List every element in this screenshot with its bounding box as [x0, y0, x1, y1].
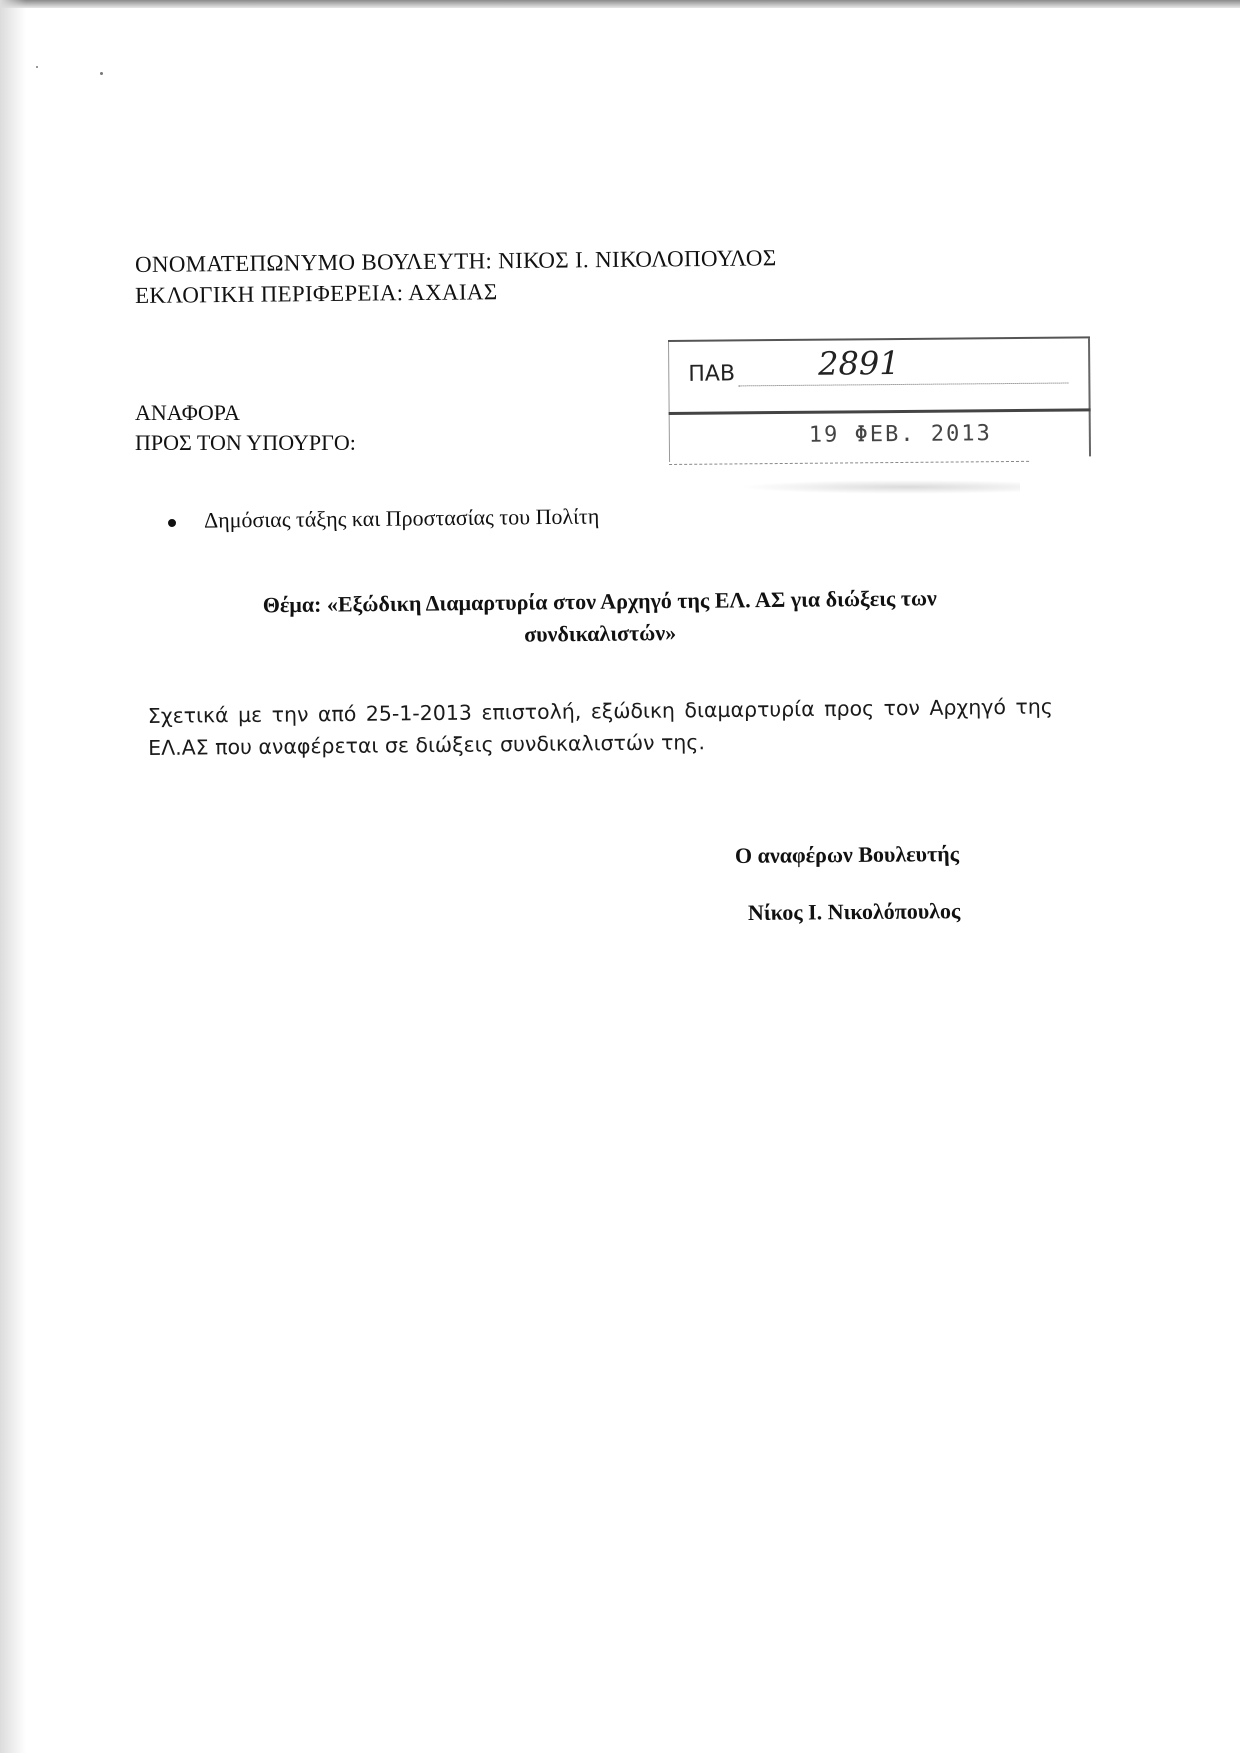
- stamp-border-left: [668, 342, 670, 462]
- subject-line: Θέμα: «Εξώδικη Διαμαρτυρία στον Αρχηγό της ΕΛ. ΑΣ για διώξεις των: [262, 585, 937, 618]
- addressee-label: ΠΡΟΣ ΤΟΝ ΥΠΟΥΡΓΟ:: [135, 430, 356, 455]
- mp-name: ΟΝΟΜΑΤΕΠΩΝΥΜΟ ΒΟΥΛΕΥΤΗ: ΝΙΚΟΣ Ι. ΝΙΚΟΛΟΠΟΥΛΟΣ: [134, 245, 777, 277]
- stamp-divider: [669, 408, 1091, 415]
- signatory-name: Νίκος Ι. Νικολόπουλος: [747, 898, 961, 925]
- scan-speck: [100, 72, 103, 75]
- stamp-border-bottom: [669, 461, 1029, 465]
- stamp-registry-label: ΠΑΒ: [688, 361, 736, 387]
- stamp-border-right: [1088, 338, 1091, 456]
- body-line: Σχετικά με την από 25-1-2013 επιστολή, εξώδικη διαμαρτυρία προς τον Αρχηγό της: [147, 694, 1053, 729]
- report-label: ΑΝΑΦΟΡΑ: [135, 400, 240, 425]
- registry-stamp: [668, 336, 1091, 468]
- bullet-icon: [168, 519, 176, 527]
- stamp-smudge: [740, 480, 1020, 494]
- ministry-name: Δημόσιας τάξης και Προστασίας του Πολίτη: [203, 503, 600, 533]
- subject-heading: [200, 582, 1001, 654]
- ministry-list-item: [168, 503, 600, 534]
- stamp-date: 19 ΦΕΒ. 2013: [808, 421, 992, 448]
- stamp-registry-number: 2891: [818, 343, 900, 383]
- scan-edge-left: [0, 0, 26, 1753]
- body-paragraph: [148, 691, 1054, 764]
- electoral-district: ΕΚΛΟΓΙΚΗ ΠΕΡΙΦΕΡΕΙΑ: ΑΧΑΙΑΣ: [134, 279, 498, 308]
- scan-edge-top: [0, 0, 1240, 8]
- scan-speck: [36, 66, 38, 68]
- signatory-title: Ο αναφέρων Βουλευτής: [734, 841, 960, 868]
- subject-line: συνδικαλιστών»: [524, 620, 677, 647]
- body-line: ΕΛ.ΑΣ που αναφέρεται σε διώξεις συνδικαλιστών της.: [148, 730, 706, 760]
- stamp-border-top: [668, 336, 1090, 342]
- stamp-dotted-line: [738, 383, 1068, 387]
